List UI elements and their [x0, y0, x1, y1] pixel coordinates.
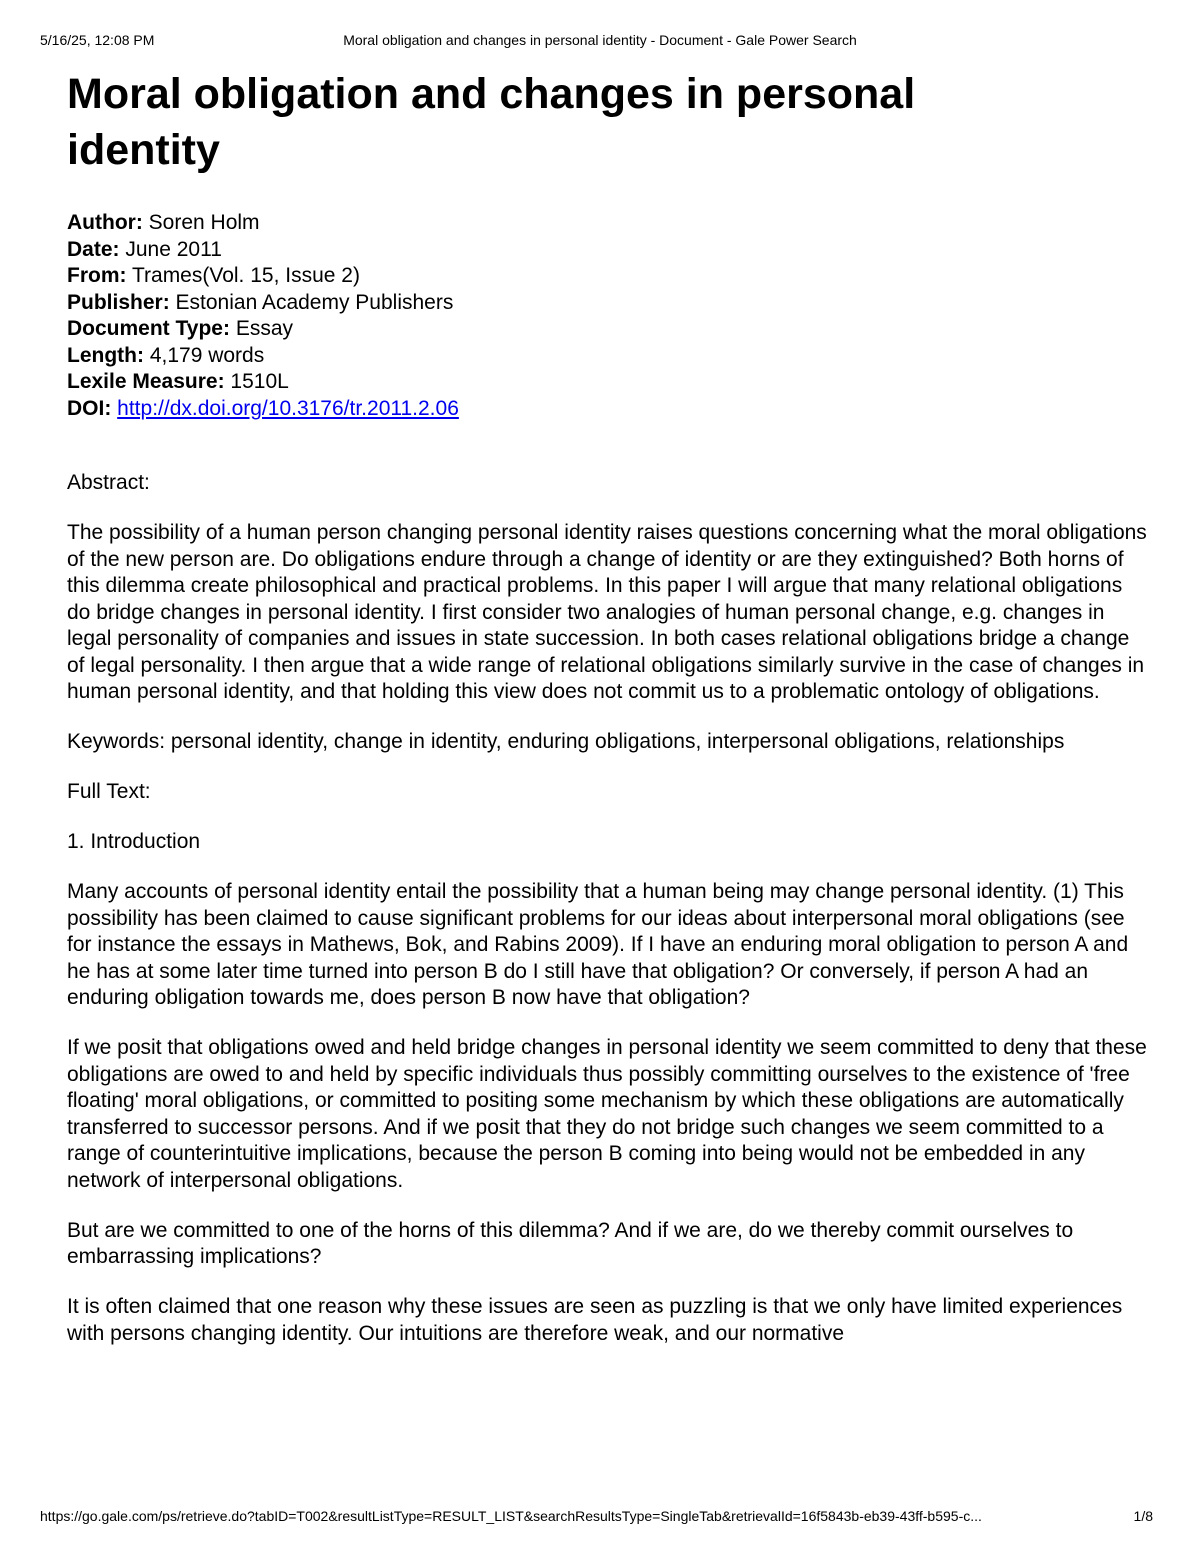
meta-publisher [67, 290, 1147, 317]
keywords: Keywords: personal identity, change in identity, enduring obligations, interpersonal obligations, relationships [67, 730, 1065, 753]
abstract-heading: Abstract: [67, 471, 150, 494]
meta-from [67, 263, 1147, 290]
meta-value: June 2011 [125, 237, 222, 261]
meta-label: DOI: [67, 396, 112, 420]
abstract-text: The possibility of a human person changing personal identity raises questions concerning what the moral obligations of the new person are. Do obligations endure through a change of identity or are they extinguished? Both horns of this dilemma create philosophical and practical problems. In this paper I will argue that many relational obligations do bridge changes in personal identity. I first consider two analogies of human personal change, e.g. changes in legal personality of companies and issues in state succession. In both cases relational obligations bridge a change of legal personality. I then argue that a wide range of relational obligations similarly survive in the case of changes in human personal identity, and that holding this view does not commit us to a problematic ontology of obligations. [67, 521, 1147, 703]
meta-label: Date: [67, 237, 120, 261]
section-heading: 1. Introduction [67, 830, 201, 853]
meta-date [67, 237, 1147, 264]
body-paragraph: If we posit that obligations owed and held bridge changes in personal identity we seem committed to deny that these obligations are owed to and held by specific individuals thus possibly committing ourselves to the existence of 'free floating' moral obligations, or committed to positing some mechanism by which these obligations are automatically transferred to successor persons. And if we posit that they do not bridge such changes we seem committed to a range of counterintuitive implications, because the person B coming into being would not be embedded in any network of interpersonal obligations. [67, 1036, 1147, 1192]
print-footer [40, 1506, 1160, 1526]
print-timestamp: 5/16/25, 12:08 PM [40, 32, 155, 48]
article-metadata [67, 210, 1147, 422]
doi-link[interactable]: http://dx.doi.org/10.3176/tr.2011.2.06 [117, 396, 459, 420]
body-paragraph: But are we committed to one of the horns of this dilemma? And if we are, do we thereby commit ourselves to embarrassing implications? [67, 1218, 1074, 1268]
meta-document-type [67, 316, 1147, 343]
meta-label: Length: [67, 343, 144, 367]
page-number: 1/8 [1133, 1508, 1153, 1524]
full-text-heading: Full Text: [67, 780, 151, 803]
article-body [67, 470, 1147, 1347]
meta-value: Soren Holm [148, 211, 260, 234]
meta-label: Lexile Measure: [67, 370, 225, 393]
meta-lexile [67, 369, 1147, 396]
print-url: https://go.gale.com/ps/retrieve.do?tabID=T002&resultListType=RESULT_LIST&searchResultsType=SingleTab&retrievalId=16f5843b-eb39-43ff-b595-c... [40, 1508, 982, 1524]
document-content [67, 66, 1147, 1371]
meta-value: Trames(Vol. 15, Issue 2) [131, 264, 360, 287]
meta-value: Estonian Academy Publishers [175, 290, 454, 314]
meta-label: Author: [67, 211, 143, 234]
meta-label: From: [67, 264, 127, 287]
meta-value: 1510L [230, 370, 289, 393]
print-header [40, 30, 1160, 50]
print-page-title: Moral obligation and changes in personal identity - Document - Gale Power Search [343, 32, 857, 48]
meta-doi [67, 396, 1147, 423]
meta-author [67, 210, 1147, 237]
meta-label: Document Type: [67, 317, 230, 340]
meta-label: Publisher: [67, 290, 170, 314]
body-paragraph: It is often claimed that one reason why these issues are seen as puzzling is that we only have limited experiences with persons changing identity. Our intuitions are therefore weak, and our normative [67, 1295, 1123, 1345]
body-paragraph: Many accounts of personal identity entail the possibility that a human being may change personal identity. (1) This possibility has been claimed to cause significant problems for our ideas about interpersonal moral obligations (see for instance the essays in Mathews, Bok, and Rabins 2009). If I have an enduring moral obligation to person A and he has at some later time turned into person B do I still have that obligation? Or conversely, if person A had an enduring obligation towards me, does person B now have that obligation? [67, 880, 1129, 1009]
meta-value: Essay [235, 317, 293, 340]
article-title: Moral obligation and changes in personal identity [67, 70, 916, 174]
meta-value: 4,179 words [149, 343, 265, 367]
meta-length [67, 343, 1147, 370]
